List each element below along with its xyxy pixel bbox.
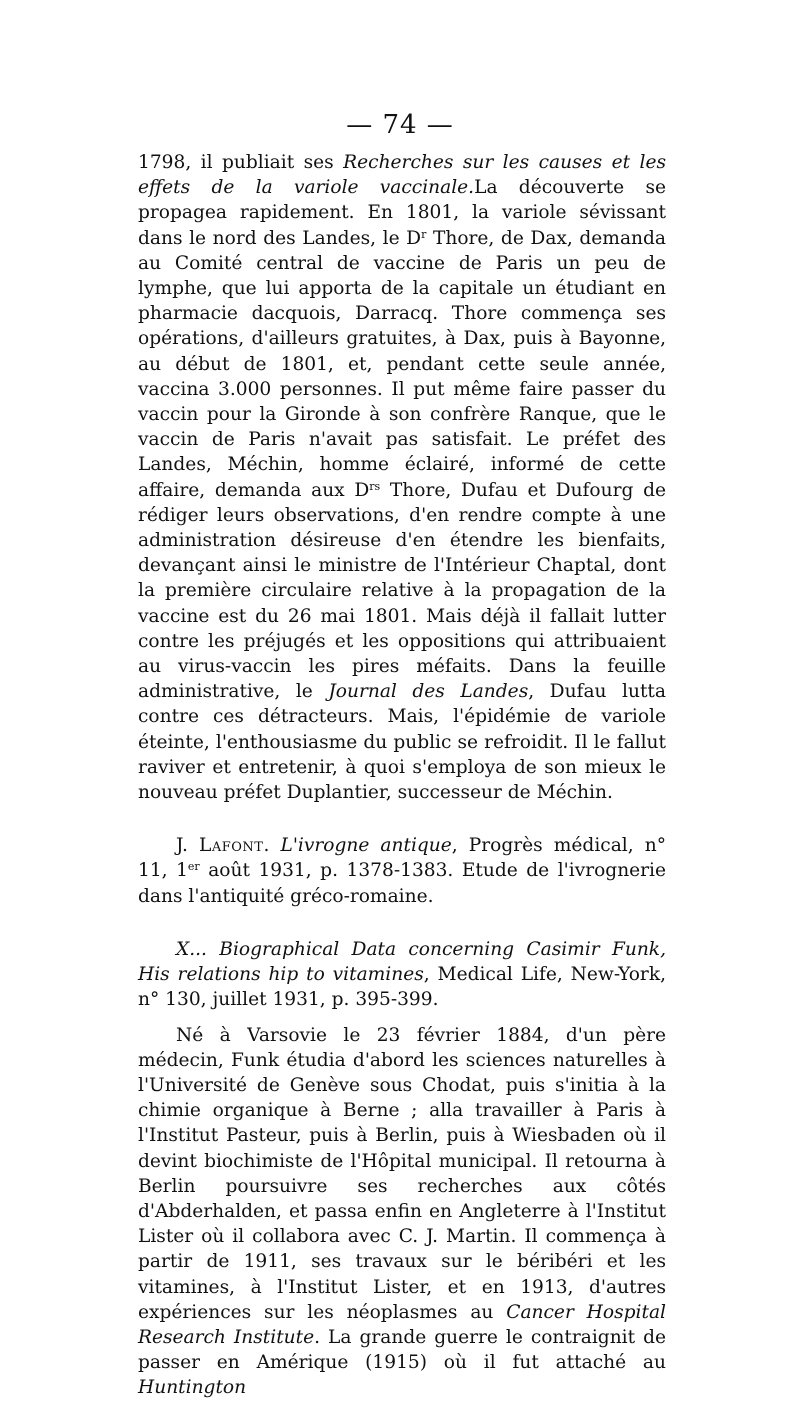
author-name: Lafont [199, 835, 264, 857]
reference-title: L'ivrogne antique [280, 835, 452, 857]
text-run: , Medical Life, New-York, n° 130, juillet 1931, p. 395-399. [138, 964, 667, 1011]
reference-lafont [138, 833, 666, 909]
text-run: Thore, de Dax, demanda au Comité central de vaccine de Paris un peu de lymphe, que lui apporta de la capitale un étudiant en pharmacie dacquois, Darracq. Thore commença ses opérations, d'ailleurs gratuites, à Dax, puis à Bayonne, au début de 1801, et, pendant cette seule année, vaccina 3.000 personnes. Il put même faire passer du vaccin pour la Gironde à son confrère Ranque, que le vaccin de Paris n'avait pas satisfait. Le préfet des Landes, Méchin, homme éclairé, informé de cette affaire, demanda aux D [138, 227, 666, 501]
text-run: . La grande guerre le contraignit de passer en Amérique (1915) où il fut attaché au [138, 1326, 667, 1374]
reference-title: Biographical Data concerning Casimir Funk, His relations hip to vitamines [138, 938, 666, 986]
text-run: . [263, 835, 281, 857]
text-run: 1798, il publiait ses [138, 152, 344, 173]
paragraph-vaccine-history [138, 150, 666, 805]
text-run: La découverte se propagea rapidement. En 1801, la variole sévissant dans le nord des Landes, le D [138, 177, 666, 249]
reference-funk [138, 937, 666, 1013]
author-initial: J. [176, 835, 199, 857]
author-name: X... [176, 938, 220, 960]
text-run: , Progrès médical, n° 11, 1 [138, 835, 666, 882]
italic-title: Huntington [138, 1377, 247, 1399]
page-number: — 74 — [346, 110, 454, 140]
text-run: août 1931, p. 1378-1383. Etude de l'ivrognerie dans l'antiquité gréco-romaine. [138, 860, 667, 907]
superscript: er [187, 860, 200, 874]
text-run: Thore, Dufau et Dufourg de rédiger leurs observations, d'en rendre compte à une administration désireuse d'en étendre les bienfaits, devançant ainsi le ministre de l'Intérieur Chaptal, dont la première circulaire relative à la propagation de la vaccine est du 26 mai 1801. Mais déjà il fallait lutter contre les préjugés et les oppositions qui attribuaient au virus-vaccin les pires méfaits. Dans la feuille administrative, le [138, 479, 667, 703]
text-run: , Dufau lutta contre ces détracteurs. Mais, l'épidémie de variole éteinte, l'enthousiasme du public se refroidit. Il le fallut raviver et entretenir, à quoi s'employa de son mieux le nouveau préfet Duplantier, successeur de Méchin. [138, 681, 666, 804]
text-run: Né à Varsovie le 23 février 1884, d'un père médecin, Funk étudia d'abord les sciences naturelles à l'Université de Genève sous Chodat, puis s'initia à la chimie organique à Berne ; alla travailler à Paris à l'Institut Pasteur, puis à Berlin, puis à Wiesbaden où il devint biochimiste de l'Hôpital municipal. Il retourna à Berlin poursuivre ses recherches aux côtés d'Abderhalden, et passa enfin en Angleterre à l'Institut Lister où il collabora avec C. J. Martin. Il commença à partir de 1911, ses travaux sur le béribéri et les vitamines, à l'Institut Lister, et en 1913, d'autres expériences sur les néoplasmes au [138, 1024, 666, 1323]
superscript: rs [369, 479, 381, 493]
italic-title: Cancer Hospital Research Institute [138, 1301, 666, 1348]
italic-title: Journal des Landes [328, 681, 529, 703]
superscript: r [421, 227, 427, 241]
italic-title: Recherches sur les causes et les effets de la variole vaccinale. [138, 152, 667, 199]
paragraph-funk-biography [138, 1023, 666, 1401]
page-body [138, 150, 666, 1401]
